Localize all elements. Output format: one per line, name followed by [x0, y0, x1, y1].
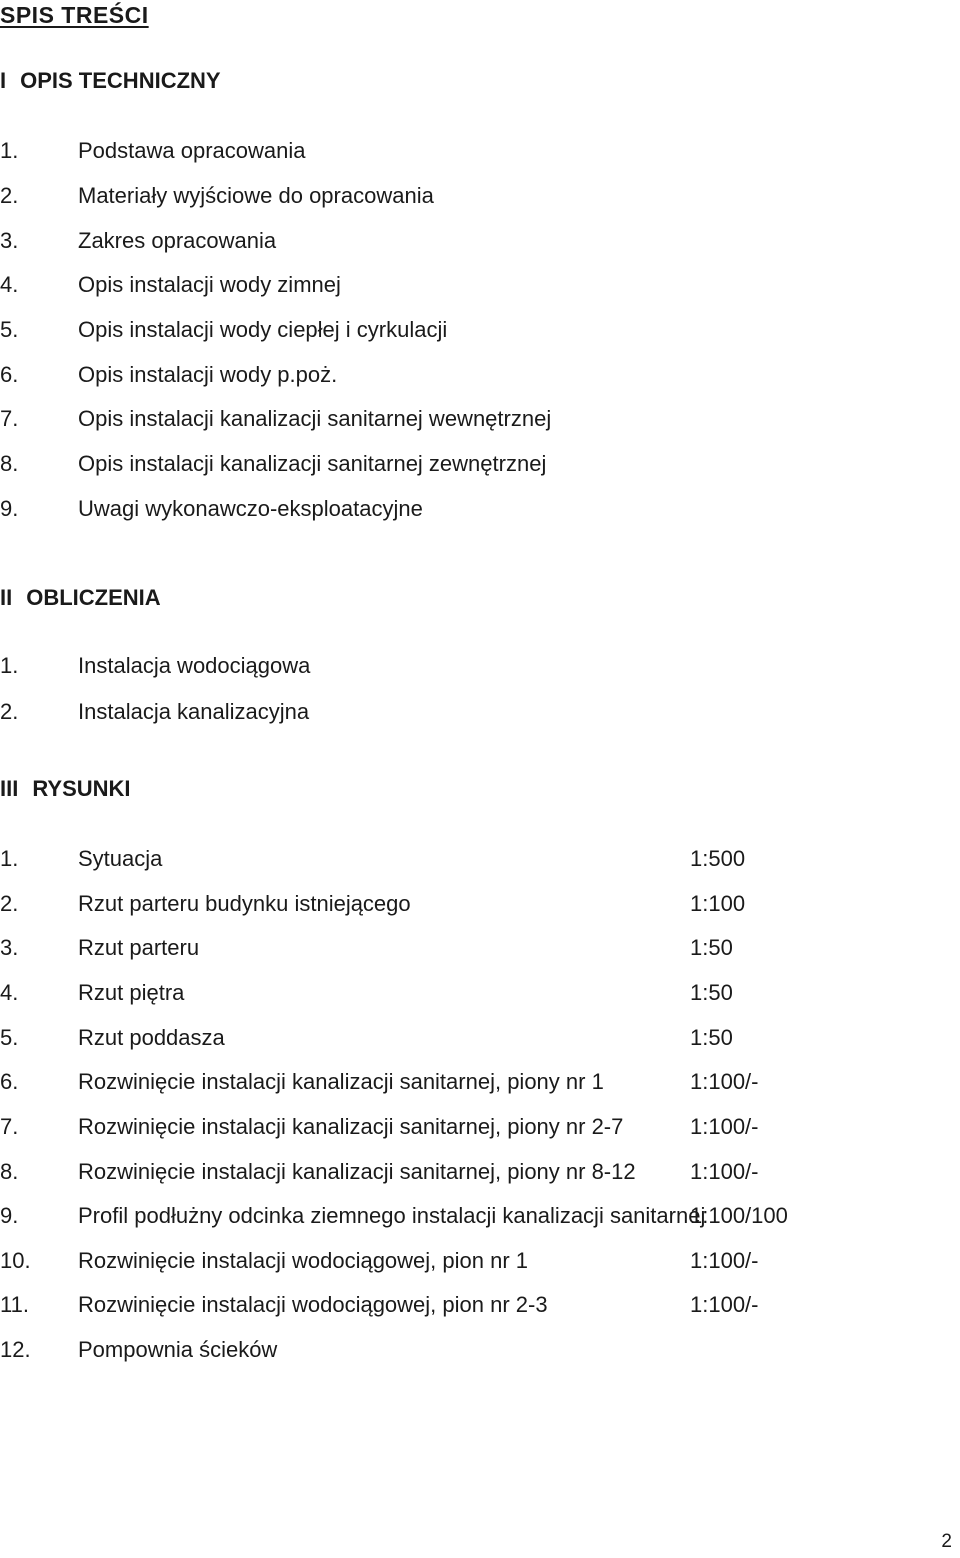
toc-item-scale: 1:100/- [690, 1069, 759, 1094]
toc-item-label: Profil podłużny odcinka ziemnego instalacji kanalizacji sanitarnej [78, 1203, 706, 1228]
toc-item-number: 7. [0, 406, 19, 431]
section-roman-numeral: II [0, 585, 13, 610]
toc-item-label: Podstawa opracowania [78, 138, 306, 163]
section-roman-numeral: III [0, 776, 19, 801]
toc-item-number: 6. [0, 362, 19, 387]
toc-item-label: Rozwinięcie instalacji kanalizacji sanitarnej, piony nr 1 [78, 1069, 604, 1094]
toc-item-label: Opis instalacji wody zimnej [78, 272, 341, 297]
toc-item[interactable] [0, 1114, 960, 1144]
toc-item-label: Pompownia ścieków [78, 1337, 278, 1362]
toc-item[interactable] [0, 935, 960, 965]
toc-item[interactable] [0, 138, 960, 168]
toc-item-label: Rzut parteru [78, 935, 200, 960]
document-title: SPIS TREŚCI [0, 2, 149, 28]
toc-item-number: 1. [0, 846, 19, 871]
toc-item-label: Rzut parteru budynku istniejącego [78, 891, 411, 916]
toc-item-number: 4. [0, 272, 19, 297]
toc-item-number: 9. [0, 1203, 19, 1228]
toc-item[interactable] [0, 228, 960, 258]
section-heading-rysunki [0, 776, 131, 802]
toc-item[interactable] [0, 317, 960, 347]
toc-item-label: Sytuacja [78, 846, 163, 871]
toc-item-label: Rozwinięcie instalacji wodociągowej, pion nr 1 [78, 1248, 529, 1273]
toc-item-scale: 1:100/- [690, 1159, 759, 1184]
toc-item-label: Opis instalacji wody ciepłej i cyrkulacji [78, 317, 448, 342]
section-heading-text: OPIS TECHNICZNY [20, 68, 221, 93]
section-roman-numeral: I [0, 68, 7, 93]
toc-item-number: 6. [0, 1069, 19, 1094]
toc-item[interactable] [0, 891, 960, 921]
toc-item[interactable] [0, 362, 960, 392]
page-number: 2 [941, 1531, 952, 1552]
toc-item-number: 3. [0, 935, 19, 960]
toc-item-scale: 1:100 [690, 891, 746, 916]
toc-item[interactable] [0, 1159, 960, 1189]
toc-item[interactable] [0, 1025, 960, 1055]
toc-item-number: 2. [0, 699, 19, 724]
toc-item-scale: 1:500 [690, 846, 746, 871]
section-heading-opis-techniczny [0, 68, 221, 94]
toc-item-number: 12. [0, 1337, 31, 1362]
toc-item-number: 11. [0, 1292, 29, 1317]
toc-item-number: 8. [0, 1159, 19, 1184]
toc-item-label: Zakres opracowania [78, 228, 277, 253]
toc-item-scale: 1:100/- [690, 1114, 759, 1139]
section-heading-obliczenia [0, 585, 161, 611]
toc-item[interactable] [0, 1069, 960, 1099]
toc-item-scale: 1:100/- [690, 1292, 759, 1317]
toc-item[interactable] [0, 653, 960, 683]
toc-item[interactable] [0, 1248, 960, 1278]
toc-item-number: 4. [0, 980, 19, 1005]
toc-item[interactable] [0, 846, 960, 876]
toc-item-label: Uwagi wykonawczo-eksploatacyjne [78, 496, 423, 521]
toc-item[interactable] [0, 183, 960, 213]
toc-item-scale: 1:50 [690, 980, 733, 1005]
toc-item-label: Rzut poddasza [78, 1025, 225, 1050]
toc-item[interactable] [0, 496, 960, 526]
toc-item-label: Rozwinięcie instalacji kanalizacji sanitarnej, piony nr 2-7 [78, 1114, 624, 1139]
toc-item-number: 3. [0, 228, 19, 253]
toc-item-scale: 1:50 [690, 935, 733, 960]
toc-item-scale: 1:100/- [690, 1248, 759, 1273]
toc-item[interactable] [0, 451, 960, 481]
toc-item-label: Rozwinięcie instalacji kanalizacji sanitarnej, piony nr 8-12 [78, 1159, 636, 1184]
toc-item-label: Opis instalacji wody p.poż. [78, 362, 338, 387]
section-heading-text: RYSUNKI [32, 776, 131, 801]
toc-item[interactable] [0, 699, 960, 729]
toc-item[interactable] [0, 272, 960, 302]
toc-item[interactable] [0, 1337, 960, 1367]
toc-item-label: Materiały wyjściowe do opracowania [78, 183, 434, 208]
toc-item[interactable] [0, 980, 960, 1010]
toc-item-label: Instalacja kanalizacyjna [78, 699, 310, 724]
toc-item-number: 9. [0, 496, 19, 521]
toc-item-number: 2. [0, 183, 19, 208]
toc-item-scale: 1:100/100 [690, 1203, 788, 1228]
toc-item-label: Rozwinięcie instalacji wodociągowej, pion nr 2-3 [78, 1292, 548, 1317]
toc-item-number: 5. [0, 317, 19, 342]
toc-item-label: Rzut piętra [78, 980, 185, 1005]
toc-item[interactable] [0, 1203, 960, 1233]
toc-item-number: 10. [0, 1248, 31, 1273]
toc-item-number: 7. [0, 1114, 19, 1139]
toc-item-scale: 1:50 [690, 1025, 733, 1050]
toc-item-label: Instalacja wodociągowa [78, 653, 311, 678]
toc-item-label: Opis instalacji kanalizacji sanitarnej wewnętrznej [78, 406, 552, 431]
toc-item[interactable] [0, 1292, 960, 1322]
toc-item-number: 1. [0, 653, 19, 678]
toc-item-number: 2. [0, 891, 19, 916]
toc-item-number: 5. [0, 1025, 19, 1050]
toc-item-label: Opis instalacji kanalizacji sanitarnej zewnętrznej [78, 451, 547, 476]
section-heading-text: OBLICZENIA [26, 585, 161, 610]
toc-item-number: 8. [0, 451, 19, 476]
toc-item[interactable] [0, 406, 960, 436]
toc-item-number: 1. [0, 138, 19, 163]
